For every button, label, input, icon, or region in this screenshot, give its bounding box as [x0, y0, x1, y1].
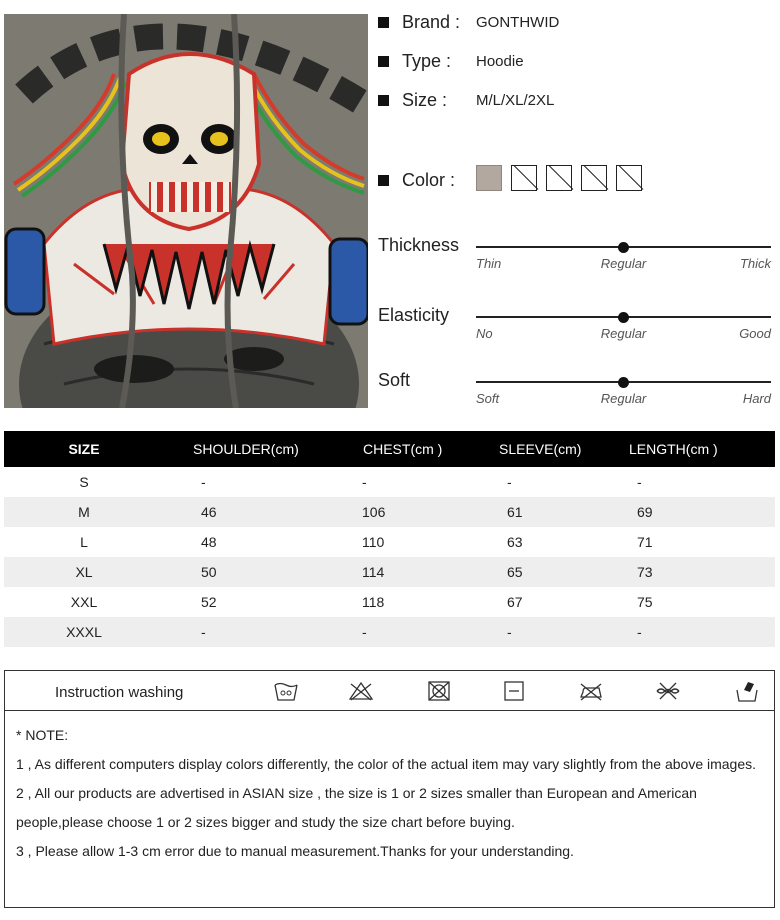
table-header-row [4, 431, 775, 467]
table-header-cell: CHEST(cm ) [332, 431, 477, 467]
slider-caption-left: No [476, 326, 493, 341]
table-row [4, 467, 775, 497]
table-cell: 75 [637, 594, 653, 610]
color-swatches [476, 165, 642, 191]
spec-size [378, 87, 554, 113]
size-label: Size : [402, 89, 448, 110]
slider-indicator [618, 312, 629, 323]
hand-wash-icon [734, 680, 760, 702]
note-heading: * NOTE: [16, 727, 69, 743]
table-cell: 48 [201, 534, 217, 550]
table-cell: L [80, 534, 88, 550]
slider-caption-left: Soft [476, 391, 500, 406]
slider-label: Elasticity [378, 305, 450, 325]
slider-caption-mid: Regular [600, 256, 647, 271]
size-value: M/L/XL/2XL [476, 91, 555, 109]
slider-caption-right: Good [739, 326, 771, 341]
slider-caption-right: Thick [739, 256, 771, 271]
do-not-iron-icon [578, 680, 604, 702]
size-chart-table [4, 431, 775, 647]
slider-label: Soft [378, 370, 411, 390]
bullet-icon [378, 175, 389, 186]
do-not-tumble-dry-icon [426, 680, 452, 702]
table-cell: 63 [507, 534, 523, 550]
bullet-icon [378, 95, 389, 106]
table-header-cell: SHOULDER(cm) [164, 431, 332, 467]
table-row [4, 617, 775, 647]
brand-value: GONTHWID [476, 13, 560, 31]
hand-wash-30-icon [273, 680, 299, 702]
do-not-wring-icon [655, 680, 681, 702]
washing-title: Instruction washing [55, 684, 184, 701]
slider-caption-left: Thin [476, 256, 502, 271]
color-label: Color : [402, 169, 456, 190]
table-header-cell: LENGTH(cm ) [607, 431, 775, 467]
table-cell: XXXL [4, 617, 164, 647]
table-row [4, 497, 775, 527]
table-cell: - [201, 474, 206, 490]
table-cell: XL [4, 557, 164, 587]
color-swatch-unavailable [546, 165, 572, 191]
color-swatch-unavailable [616, 165, 642, 191]
table-cell: 73 [607, 557, 775, 587]
table-cell: 50 [164, 557, 332, 587]
table-cell: - [477, 617, 607, 647]
table-header-cell: SLEEVE(cm) [477, 431, 607, 467]
color-swatch-gray[interactable] [476, 165, 502, 191]
table-cell: - [507, 474, 512, 490]
do-not-bleach-icon [348, 680, 374, 702]
slider-caption-mid: Regular [600, 326, 647, 341]
type-label: Type : [402, 50, 452, 71]
note-item-1: 1 , As different computers display colors differently, the color of the actual item may vary slightly from the above images. [16, 756, 757, 772]
table-cell: 46 [164, 497, 332, 527]
table-cell: XXL [70, 594, 98, 610]
table-cell: 71 [637, 534, 653, 550]
table-cell: 65 [477, 557, 607, 587]
type-value: Hoodie [476, 52, 524, 70]
table-cell: 106 [332, 497, 477, 527]
brand-label: Brand : [402, 11, 461, 32]
table-row [4, 527, 775, 557]
hoodie-print-graphic [4, 14, 368, 408]
table-cell: - [637, 474, 642, 490]
notes-section [16, 721, 768, 866]
spec-color [378, 167, 476, 193]
slider-indicator [618, 242, 629, 253]
spec-brand [378, 9, 559, 35]
table-cell: 118 [362, 594, 385, 610]
table-cell: M [4, 497, 164, 527]
slider-label: Thickness [378, 235, 460, 255]
bullet-icon [378, 56, 389, 67]
note-item-3: 3 , Please allow 1-3 cm error due to manual measurement.Thanks for your understanding. [16, 843, 574, 859]
table-cell: S [79, 474, 89, 490]
color-swatch-unavailable [511, 165, 537, 191]
table-cell: - [607, 617, 775, 647]
table-cell: - [362, 474, 367, 490]
table-row [4, 557, 775, 587]
color-swatch-unavailable [581, 165, 607, 191]
table-header-cell: SIZE [4, 431, 164, 467]
table-cell: 52 [201, 594, 217, 610]
dry-flat-icon [501, 680, 527, 702]
table-cell: 61 [477, 497, 607, 527]
table-cell: 69 [607, 497, 775, 527]
spec-type [378, 48, 524, 74]
table-cell: 114 [332, 557, 477, 587]
table-cell: 67 [507, 594, 523, 610]
bullet-icon [378, 17, 389, 28]
slider-caption-mid: Regular [600, 391, 647, 406]
table-cell: 110 [362, 534, 385, 550]
product-image [4, 14, 368, 408]
table-cell: - [164, 617, 332, 647]
washing-header [5, 671, 774, 711]
note-item-2: 2 , All our products are advertised in ASIAN size , the size is 1 or 2 sizes smaller than European and American people,please choose 1 or 2 sizes bigger and study the size chart before buying. [16, 785, 697, 830]
slider-caption-right: Hard [742, 391, 771, 406]
slider-indicator [618, 377, 629, 388]
table-row [4, 587, 775, 617]
table-cell: - [332, 617, 477, 647]
care-instructions-box [4, 670, 775, 908]
